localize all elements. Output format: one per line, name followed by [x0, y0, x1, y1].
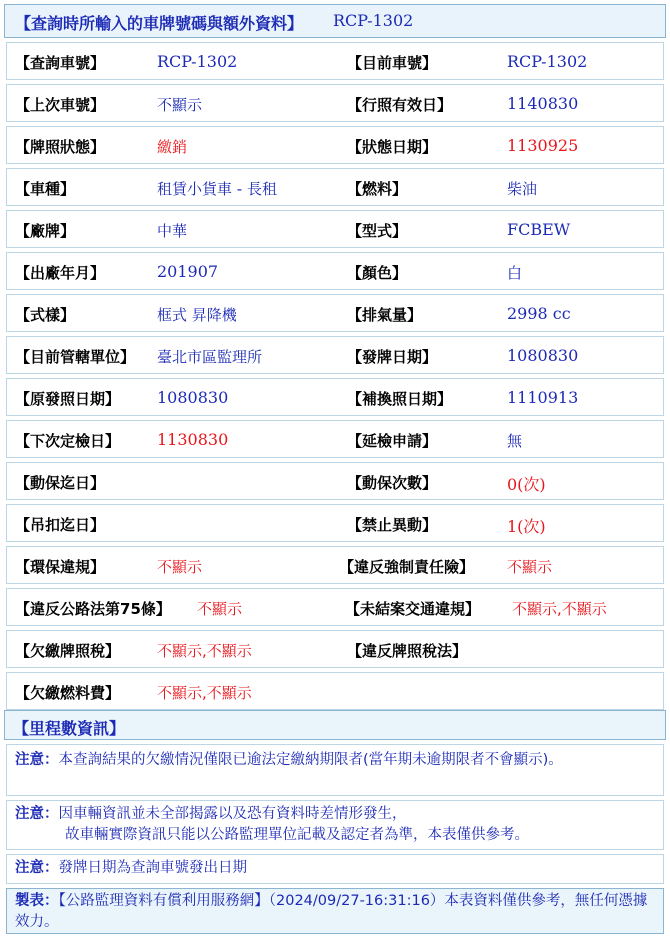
field-label: 【吊扣迄日】: [15, 516, 106, 534]
field-value: 白: [507, 264, 523, 282]
field-label: 【燃料】: [347, 180, 408, 198]
note-disclaimer-label: 注意：: [15, 806, 59, 822]
field-label: 【環保違規】: [15, 558, 106, 576]
field-value: FCBEW: [507, 220, 571, 239]
info-row: [6, 42, 664, 80]
field-value: 0(次): [507, 475, 546, 494]
field-label: 【違反牌照稅法】: [347, 642, 468, 660]
note-disclaimer: [6, 800, 664, 850]
note-overdue: [6, 744, 664, 796]
note-overdue-text: 本查詢結果的欠繳情況僅限已逾法定繳納期限者(當年期未逾期限者不會顯示)。: [58, 752, 563, 768]
field-label: 【違反公路法第75條】: [15, 600, 171, 618]
field-label: 【違反強制責任險】: [339, 558, 475, 576]
mileage-section: [4, 710, 666, 740]
field-value: 201907: [157, 262, 219, 281]
vehicle-report: [4, 4, 666, 936]
field-label: 【延檢申請】: [347, 432, 438, 450]
field-label: 【型式】: [347, 222, 408, 240]
report-header: [4, 4, 666, 38]
field-value: 1110913: [507, 388, 579, 407]
field-value: 1130925: [507, 136, 579, 155]
report-footer: [6, 888, 664, 934]
info-row: [6, 630, 664, 668]
field-label: 【欠繳燃料費】: [15, 684, 121, 702]
field-label: 【原發照日期】: [15, 390, 121, 408]
footer-text: 【公路監理資料有償利用服務網】（2024/09/27-16:31:16）本表資料僅供參考，無任何憑據效力。: [15, 893, 648, 930]
field-label: 【車種】: [15, 180, 76, 198]
field-value: 租賃小貨車 - 長租: [157, 180, 277, 198]
field-label: 【補換照日期】: [347, 390, 453, 408]
info-row: [6, 462, 664, 500]
field-value: 1(次): [507, 517, 546, 536]
mileage-heading: 【里程數資訊】: [13, 719, 126, 738]
field-value: 1140830: [507, 94, 579, 113]
note-disclaimer-line1: 因車輛資訊並未全部揭露以及恐有資料時差情形發生，: [58, 806, 407, 822]
field-value: 不顯示,不顯示: [157, 684, 252, 702]
field-label: 【狀態日期】: [347, 138, 438, 156]
info-row: [6, 378, 664, 416]
field-value: 1080830: [507, 346, 579, 365]
field-value: 不顯示,不顯示: [157, 642, 252, 660]
field-value: 柴油: [507, 180, 538, 198]
info-row: [6, 252, 664, 290]
field-label: 【式樣】: [15, 306, 76, 324]
field-label: 【目前管轄單位】: [15, 348, 136, 366]
field-value: 臺北市區監理所: [157, 348, 263, 366]
info-row: [6, 294, 664, 332]
field-value: RCP-1302: [507, 52, 588, 71]
field-value: 不顯示,不顯示: [512, 600, 607, 618]
info-row: [6, 504, 664, 542]
field-value: 框式 昇降機: [157, 306, 237, 324]
field-value: 不顯示: [157, 96, 203, 114]
note-issue-date: [6, 854, 664, 884]
field-label: 【下次定檢日】: [15, 432, 121, 450]
field-label: 【查詢車號】: [15, 54, 106, 72]
info-row: [6, 546, 664, 584]
info-row: [6, 420, 664, 458]
note-issue-date-text: 發牌日期為查詢車號發出日期: [58, 860, 247, 876]
field-label: 【排氣量】: [347, 306, 423, 324]
field-value: RCP-1302: [157, 52, 238, 71]
field-value: 無: [507, 432, 523, 450]
field-label: 【上次車號】: [15, 96, 106, 114]
field-value: 不顯示: [507, 558, 553, 576]
field-value: 不顯示: [157, 558, 203, 576]
field-value: 2998 cc: [507, 304, 571, 323]
info-row: [6, 336, 664, 374]
info-row: [6, 210, 664, 248]
field-label: 【發牌日期】: [347, 348, 438, 366]
note-overdue-label: 注意：: [15, 752, 59, 768]
field-value: 1130830: [157, 430, 229, 449]
note-issue-date-label: 注意：: [15, 860, 59, 876]
field-label: 【動保次數】: [347, 474, 438, 492]
header-title: 【查詢時所輸入的車牌號碼與額外資料】: [15, 14, 304, 33]
info-row: [6, 168, 664, 206]
field-value: 1080830: [157, 388, 229, 407]
header-plate: RCP-1302: [333, 11, 414, 30]
field-label: 【牌照狀態】: [15, 138, 106, 156]
field-label: 【動保迄日】: [15, 474, 106, 492]
field-value: 繳銷: [157, 138, 188, 156]
info-row: [6, 672, 664, 710]
info-row: [6, 84, 664, 122]
note-disclaimer-line2: 故車輛實際資訊只能以公路監理單位記載及認定者為準，本表僅供參考。: [65, 827, 529, 843]
footer-label: 製表：: [15, 893, 59, 909]
field-label: 【行照有效日】: [347, 96, 453, 114]
field-label: 【出廠年月】: [15, 264, 106, 282]
field-label: 【目前車號】: [347, 54, 438, 72]
info-row: [6, 126, 664, 164]
info-row: [6, 588, 664, 626]
field-value: 中華: [157, 222, 188, 240]
field-value: 不顯示: [197, 600, 243, 618]
field-label: 【禁止異動】: [347, 516, 438, 534]
field-label: 【欠繳牌照稅】: [15, 642, 121, 660]
field-label: 【廠牌】: [15, 222, 76, 240]
field-label: 【顏色】: [347, 264, 408, 282]
field-label: 【未結案交通違規】: [345, 600, 481, 618]
